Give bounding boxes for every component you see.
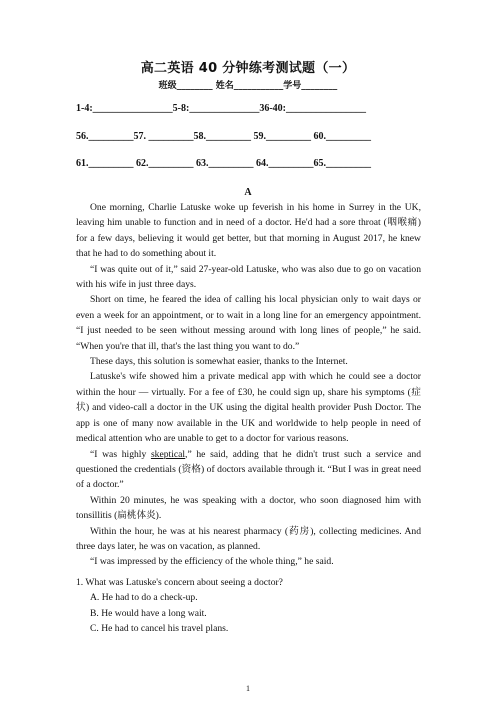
text-span: “I was highly [90,448,151,460]
answer-line-1: 1-4:________________5-8:______________36-40:________________ [76,103,366,114]
text-span: ,” he said, adding that he didn't trust such a service and questioned the credentials (资格) of doctors available through it. “But I was in great need of a doctor.” [76,448,421,491]
student-info-line: 班级________ 姓名___________学号________ [158,81,338,91]
reading-passage [76,200,421,570]
question-option-b: B. He would have a long wait. [90,607,207,619]
paragraph: Within 20 minutes, he was speaking with a doctor, who soon diagnosed him with tonsillitis (扁桃体炎). [76,494,421,522]
answer-line-2: 56._________57. _________58._________ 59._________ 60._________ [76,131,371,142]
paragraph: “I was impressed by the efficiency of the whole thing,” he said. [90,556,334,568]
paragraph: Within the hour, he was at his nearest pharmacy (药房), collecting medicines. And three days later, he was on vacation, as planned. [76,525,421,552]
question-stem: 1. What was Latuske's concern about seeing a doctor? [76,577,283,588]
paragraph: “I was quite out of it,” said 27-year-old Latuske, who was also due to go on vacation with his wife in just three days. [76,263,421,291]
underlined-word: skeptical [150,448,186,460]
answer-line-3: 61._________ 62._________ 63._________ 64._________65._________ [76,158,371,169]
question-option-c: C. He had to cancel his travel plans. [90,623,229,635]
question-option-a: A. He had to do a check-up. [90,592,198,604]
paragraph: Latuske's wife showed him a private medical app with which he could see a doctor within the hour — virtually. For a fee of £30, he could sign up, share his symptoms (症状) and video-call a doctor in the UK using the digital health provider Push Doctor. The app is one of many now available in the UK and worldwide to help people in need of medical attention who are unable to get to a doctor for various reasons. [76,371,421,445]
paragraph: These days, this solution is somewhat easier, thanks to the Internet. [90,356,348,368]
page-number: 1 [246,684,250,693]
exam-title: 高二英语 40 分钟练考测试题（一） [140,61,356,76]
section-label: A [244,187,252,198]
paragraph: Short on time, he feared the idea of calling his local physician only to wait days or even a week for an appointment, or to wait in a long line for an emergency appointment. “I just needed to be seen without messing around with long lines of people,” he said. “When you're that ill, that's the last thing you want to do.” [76,294,421,352]
question-block [76,575,421,637]
paragraph: One morning, Charlie Latuske woke up feverish in his home in Surrey in the UK, leaving him unable to function and in need of a doctor. He'd had a sore throat (咽喉痛) for a few days, believing it would get better, but that morning in August 2017, he knew that he had to do something about it. [76,202,421,260]
paragraph [76,447,421,493]
